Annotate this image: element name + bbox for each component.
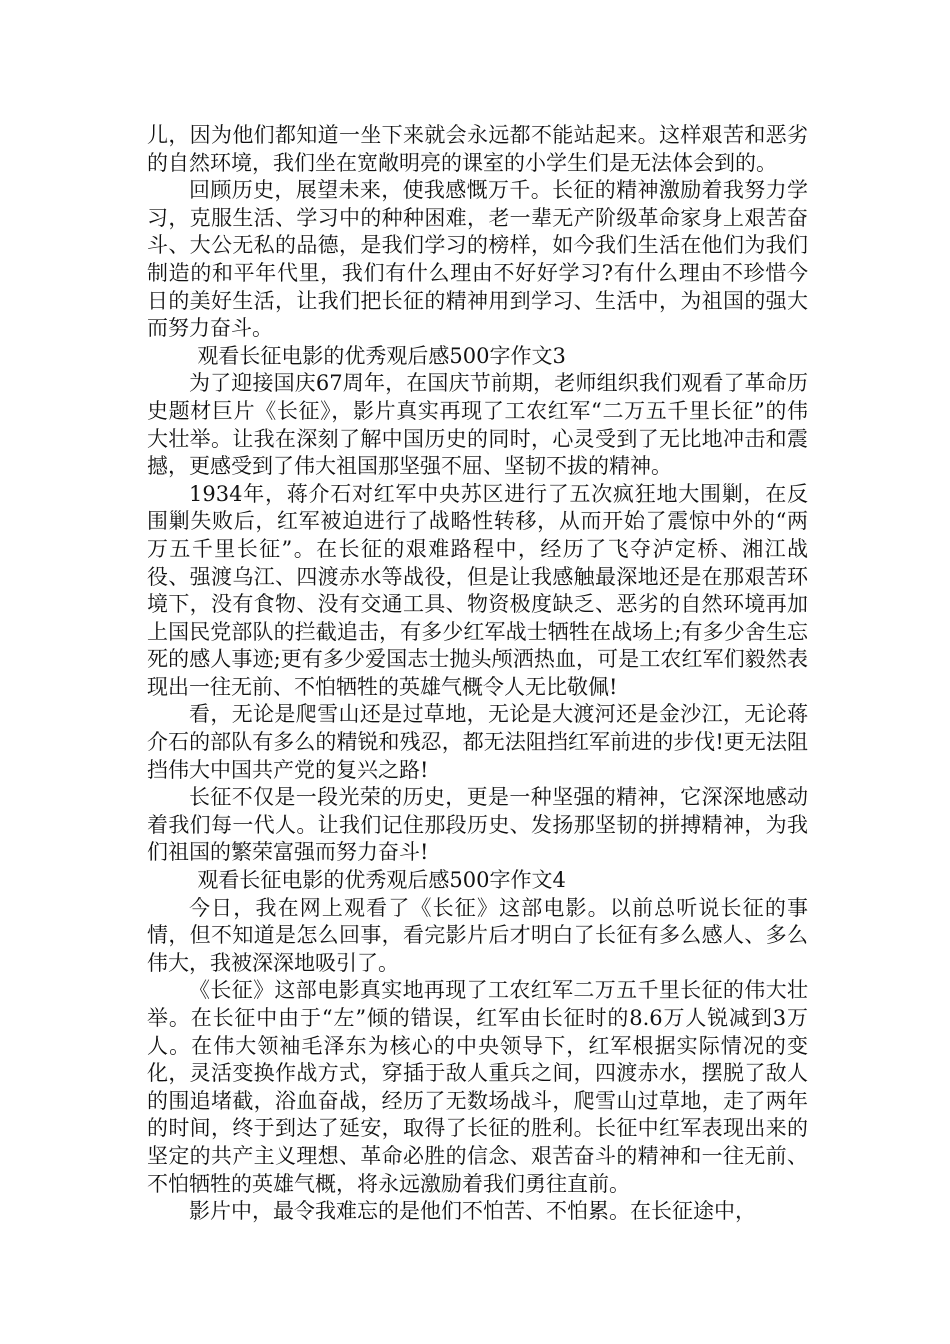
paragraph: 今日，我在网上观看了《长征》这部电影。以前总听说长征的事情，但不知道是怎么回事，看完影片后才明白了长征有多么感人、多么伟大，我被深深地吸引了。 bbox=[147, 895, 808, 975]
section-heading: 观看长征电影的优秀观后感500字作文3 bbox=[197, 343, 566, 368]
document-body bbox=[147, 122, 808, 1226]
paragraph-continued: 儿，因为他们都知道一坐下来就会永远都不能站起来。这样艰苦和恶劣的自然环境，我们坐在宽敞明亮的课室的小学生们是无法体会到的。 bbox=[147, 123, 808, 175]
paragraph: 为了迎接国庆67周年，在国庆节前期，老师组织我们观看了革命历史题材巨片《长征》，影片真实再现了工农红军“二万五千里长征”的伟大壮举。让我在深刻了解中国历史的同时，心灵受到了无比地冲击和震撼，更感受到了伟大祖国那坚强不屈、坚韧不拔的精神。 bbox=[147, 371, 808, 479]
paragraph: 1934年，蒋介石对红军中央苏区进行了五次疯狂地大围剿，在反围剿失败后，红军被迫进行了战略性转移，从而开始了震惊中外的“两万五千里长征”。在长征的艰难路程中，经历了飞夺泸定桥、湘江战役、强渡乌江、四渡赤水等战役，但是让我感触最深地还是在那艰苦环境下，没有食物、没有交通工具、物资极度缺乏、恶劣的自然环境再加上国民党部队的拦截追击，有多少红军战士牺牲在战场上;有多少舍生忘死的感人事迹;更有多少爱国志士抛头颅洒热血，可是工农红军们毅然表现出一往无前、不怕牺牲的英雄气概令人无比敬佩! bbox=[147, 481, 808, 699]
paragraph: 《长征》这部电影真实地再现了工农红军二万五千里长征的伟大壮举。在长征中由于“左”倾的错误，红军由长征时的8.6万人锐减到3万人。在伟大领袖毛泽东为核心的中央领导下，红军根据实际情况的变化，灵活变换作战方式，穿插于敌人重兵之间，四渡赤水，摆脱了敌人的围追堵截，浴血奋战，经历了无数场战斗，爬雪山过草地，走了两年的时间，终于到达了延安，取得了长征的胜利。长征中红军表现出来的坚定的共产主义理想、革命必胜的信念、艰苦奋斗的精神和一往无前、不怕牺牲的英雄气概，将永远激励着我们勇往直前。 bbox=[147, 978, 808, 1196]
paragraph: 长征不仅是一段光荣的历史，更是一种坚强的精神，它深深地感动着我们每一代人。让我们记住那段历史、发扬那坚韧的拼搏精神，为我们祖国的繁荣富强而努力奋斗! bbox=[147, 785, 808, 865]
paragraph: 回顾历史，展望未来，使我感慨万千。长征的精神激励着我努力学习，克服生活、学习中的种种困难，老一辈无产阶级革命家身上艰苦奋斗、大公无私的品德，是我们学习的榜样，如今我们生活在他们为我们制造的和平年代里，我们有什么理由不好好学习?有什么理由不珍惜今日的美好生活，让我们把长征的精神用到学习、生活中，为祖国的强大而努力奋斗。 bbox=[147, 178, 808, 341]
paragraph: 看，无论是爬雪山还是过草地，无论是大渡河还是金沙江，无论蒋介石的部队有多么的精锐和残忍，都无法阻挡红军前进的步伐!更无法阻挡伟大中国共产党的复兴之路! bbox=[147, 702, 808, 782]
paragraph-truncated: 影片中，最令我难忘的是他们不怕苦、不怕累。在长征途中， bbox=[189, 1199, 756, 1224]
section-heading: 观看长征电影的优秀观后感500字作文4 bbox=[197, 868, 566, 893]
